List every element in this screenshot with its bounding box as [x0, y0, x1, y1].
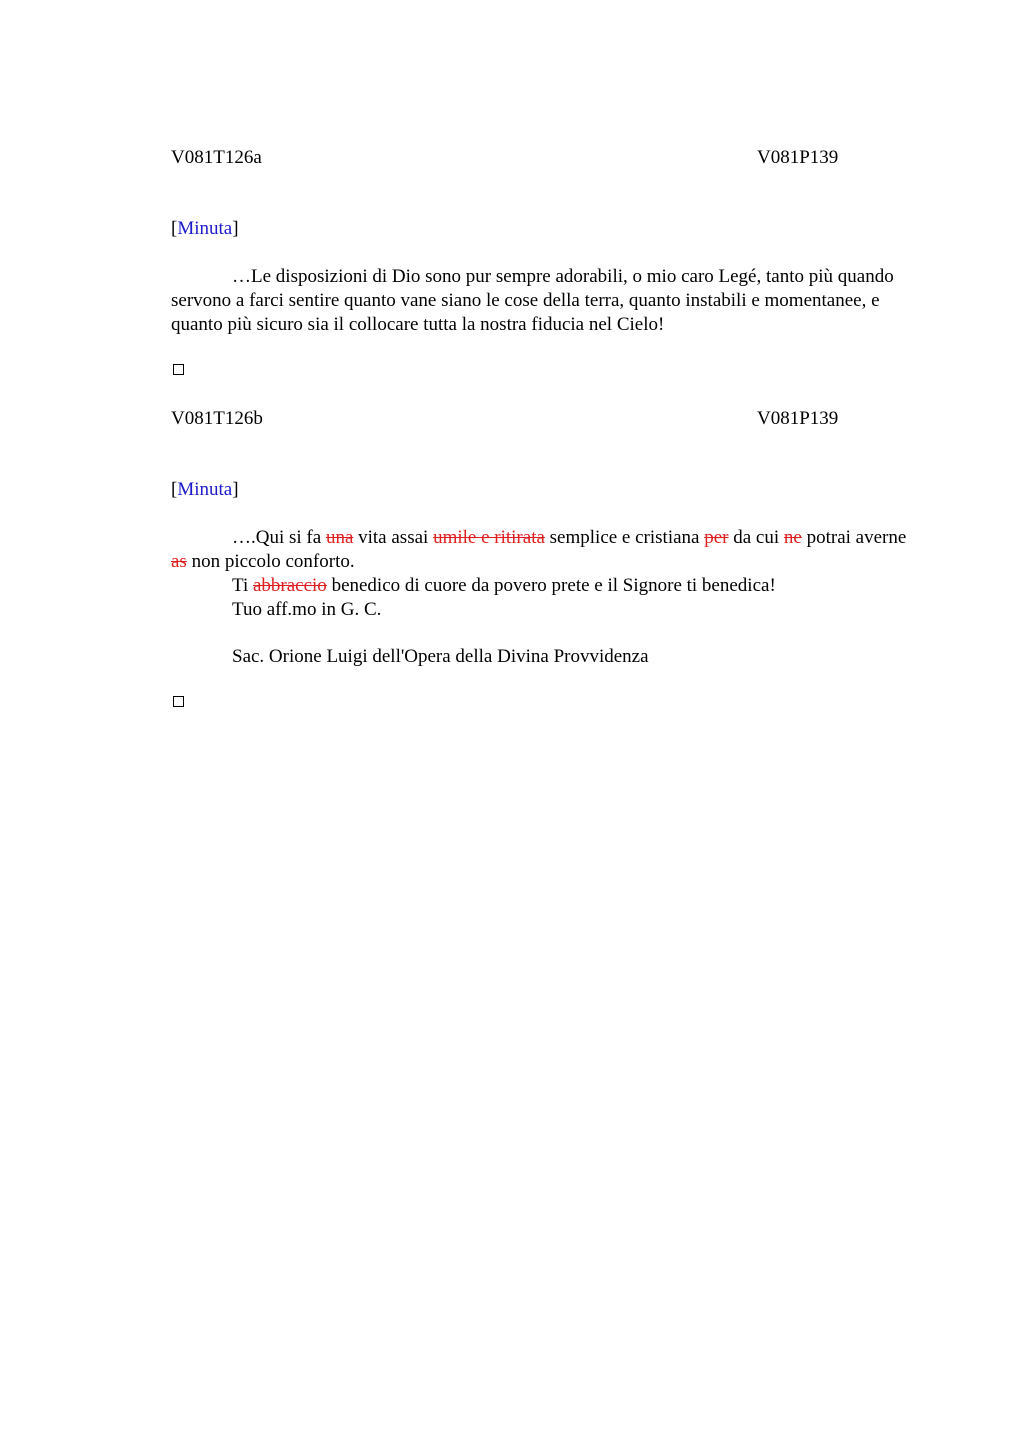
end-marker-square	[173, 696, 184, 707]
letter-a-body: …Le disposizioni di Dio sono pur sempre adorabili, o mio caro Legé, tanto più quando servono a farci sentire quanto vane siano le cose della terra, quanto instabili e momentanee, e quanto più sicuro sia il collocare tutta la nostra fiducia nel Cielo!	[171, 266, 894, 335]
deleted-text: per	[704, 527, 729, 548]
letter-b-signature: Sac. Orione Luigi dell'Opera della Divina Provvidenza	[232, 646, 649, 667]
deleted-text: una	[325, 527, 354, 548]
letter-a-minuta-label: [Minuta]	[171, 218, 239, 239]
letter-a-id: V081T126a	[171, 147, 262, 168]
letter-a-header	[171, 146, 911, 170]
minuta-link[interactable]: Minuta	[177, 218, 233, 239]
letter-b-blessing: Ti abbraccio benedico di cuore da povero prete e il Signore ti benedica!	[232, 575, 776, 596]
deleted-text: as	[171, 551, 187, 572]
letter-b-header	[171, 407, 911, 431]
deleted-text: abbraccio	[252, 575, 327, 596]
end-marker-square	[173, 364, 184, 375]
letter-b-body: ….Qui si fa una vita assai umile e ritirata semplice e cristiana per da cui ne potrai averne as non piccolo conforto.	[171, 527, 907, 572]
letter-b-minuta-label: [Minuta]	[171, 479, 239, 500]
deleted-text: umile e ritirata	[433, 527, 545, 548]
letter-b-id: V081T126b	[171, 408, 263, 429]
letter-b-page-ref: V081P139	[757, 408, 839, 429]
letter-a-page-ref: V081P139	[757, 147, 839, 168]
minuta-link[interactable]: Minuta	[177, 479, 233, 500]
deleted-text: ne	[783, 527, 802, 548]
letter-b-closing: Tuo aff.mo in G. C.	[232, 599, 382, 620]
